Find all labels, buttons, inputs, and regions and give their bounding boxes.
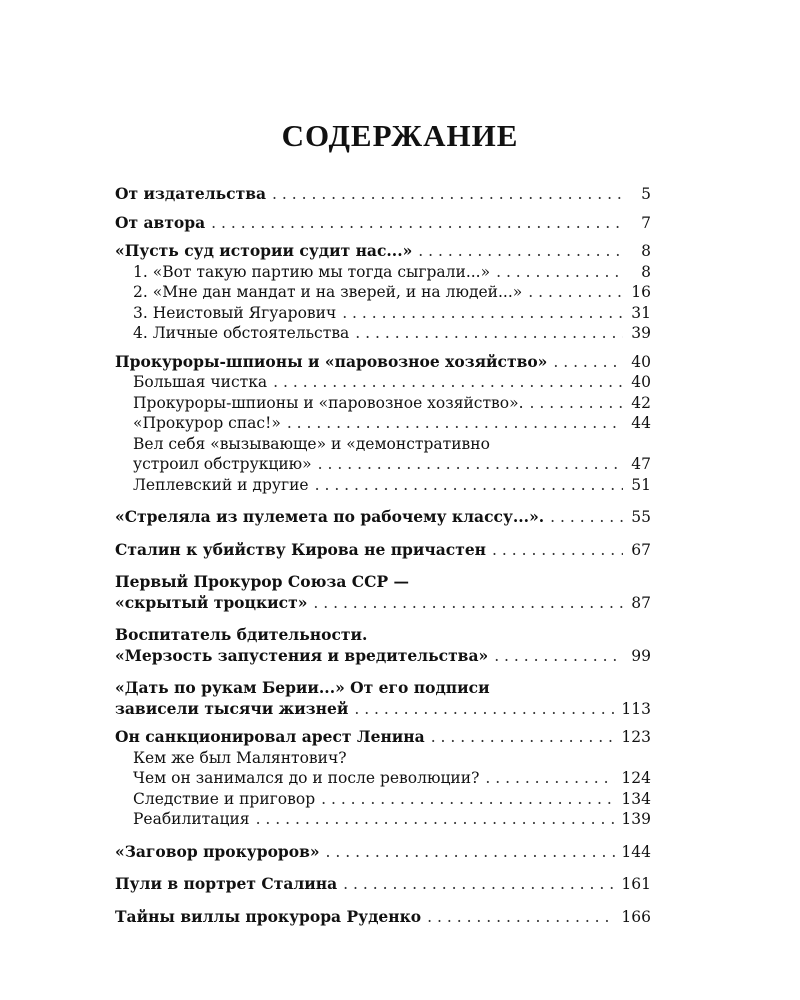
dot-leader <box>343 874 615 895</box>
toc-page-number: 124 <box>621 769 651 787</box>
toc-line <box>133 789 651 810</box>
toc-page-number: 51 <box>631 475 651 494</box>
toc-entry[interactable] <box>115 352 651 373</box>
toc-page-number: 39 <box>631 324 651 342</box>
dot-leader <box>528 282 623 303</box>
toc-page-number: 161 <box>621 875 651 893</box>
toc-line <box>115 646 651 667</box>
dot-leader <box>418 241 623 262</box>
toc-line <box>115 593 651 614</box>
toc-page-number: 8 <box>641 242 651 260</box>
toc-entry-title: От автора <box>115 212 206 232</box>
toc-entry-title: Большая чистка <box>133 373 268 391</box>
toc-entry[interactable] <box>115 842 651 863</box>
toc-entry-title: Кем же был Малянтович? <box>133 748 347 767</box>
dot-leader <box>355 323 623 344</box>
table-of-contents <box>115 184 651 927</box>
toc-entry[interactable] <box>115 303 651 324</box>
dot-leader <box>553 352 623 373</box>
toc-page-number: 16 <box>631 283 651 301</box>
toc-entry-title: Вел себя «вызывающе» и «демонстративно <box>133 434 490 453</box>
toc-entry-title: От издательства <box>115 184 267 203</box>
toc-entry-title: зависели тысячи жизней <box>115 698 349 718</box>
toc-page-number: 139 <box>621 810 651 828</box>
toc-page-number: 123 <box>621 728 651 746</box>
toc-entry-title: Сталин к убийству Кирова не причастен <box>115 539 487 559</box>
toc-line <box>133 809 651 830</box>
toc-entry[interactable] <box>115 907 651 928</box>
toc-line <box>115 540 651 561</box>
toc-line <box>115 699 651 720</box>
toc-page-number: 40 <box>631 352 651 371</box>
dot-leader <box>256 809 616 830</box>
toc-line <box>133 303 651 324</box>
toc-line <box>133 434 651 455</box>
page-title: СОДЕРЖАНИЕ <box>281 118 519 153</box>
toc-page-number: 40 <box>631 373 651 391</box>
toc-page-number: 8 <box>641 262 651 281</box>
dot-leader <box>550 507 623 528</box>
toc-entry-title: Леплевский и другие <box>133 475 309 494</box>
toc-page-number: 113 <box>621 699 651 718</box>
toc-line <box>115 241 651 262</box>
dot-leader <box>494 646 623 667</box>
toc-line <box>133 282 651 303</box>
toc-page-number: 166 <box>621 907 651 926</box>
toc-entry[interactable] <box>115 540 651 561</box>
toc-entry[interactable] <box>115 372 651 393</box>
toc-page-number: 44 <box>631 414 651 432</box>
toc-entry-title: Следствие и приговор <box>133 789 316 808</box>
toc-page-number: 47 <box>631 455 651 473</box>
toc-entry[interactable] <box>115 874 651 895</box>
toc-entry-title: «Пусть суд истории судит нас...» <box>115 241 413 260</box>
toc-line <box>115 874 651 895</box>
dot-leader <box>313 593 623 614</box>
toc-entry-title: 4. Личные обстоятельства <box>133 324 350 342</box>
toc-line <box>115 184 651 205</box>
toc-entry[interactable] <box>115 184 651 205</box>
toc-line <box>133 475 651 496</box>
toc-page-number: 42 <box>631 393 651 412</box>
toc-entry[interactable] <box>115 809 651 830</box>
toc-line <box>115 572 651 593</box>
toc-entry[interactable] <box>115 768 651 789</box>
dot-leader <box>211 213 623 234</box>
toc-page-number: 87 <box>631 593 651 612</box>
toc-entry-title: Он санкционировал арест Ленина <box>115 727 425 746</box>
dot-leader <box>496 262 623 283</box>
toc-entry[interactable] <box>115 727 651 748</box>
toc-page-number: 31 <box>631 303 651 322</box>
toc-entry-title: 3. Неистовый Ягуарович <box>133 303 337 322</box>
toc-entry-title: Первый Прокурор Союза ССР — <box>115 572 410 591</box>
dot-leader <box>273 372 623 393</box>
toc-entry[interactable] <box>115 323 651 344</box>
toc-line <box>115 352 651 373</box>
toc-line <box>115 625 651 646</box>
toc-page-number: 99 <box>631 646 651 665</box>
toc-line <box>115 842 651 863</box>
dot-leader <box>354 699 615 720</box>
toc-entry-title: Воспитатель бдительности. <box>115 625 368 644</box>
toc-line <box>115 727 651 748</box>
dot-leader <box>492 540 623 561</box>
toc-line <box>133 454 651 475</box>
toc-line <box>115 678 651 699</box>
toc-line <box>115 213 651 234</box>
toc-entry-title: Тайны виллы прокурора Руденко <box>115 906 422 926</box>
toc-line <box>115 507 651 528</box>
toc-entry-title: 1. «Вот такую партию мы тогда сыграли...» <box>133 262 491 281</box>
toc-entry-title: Пули в портрет Сталина <box>115 874 338 893</box>
toc-page-number: 7 <box>641 213 651 232</box>
toc-entry[interactable] <box>115 213 651 234</box>
toc-entry-title: «скрытый троцкист» <box>115 592 308 612</box>
dot-leader <box>321 789 615 810</box>
toc-entry[interactable] <box>115 393 651 414</box>
toc-entry-title: Прокуроры-шпионы и «паровозное хозяйство». <box>133 393 524 412</box>
dot-leader <box>272 184 623 205</box>
dot-leader <box>431 727 616 748</box>
dot-leader <box>485 768 615 789</box>
toc-entry[interactable] <box>115 507 651 528</box>
toc-entry-title: «Мерзость запустения и вредительства» <box>115 645 489 665</box>
toc-entry-title: «Дать по рукам Берии...» От его подписи <box>115 678 490 697</box>
toc-entry-title: Реабилитация <box>133 810 250 828</box>
toc-page-number: 144 <box>621 842 651 861</box>
toc-line <box>133 323 651 344</box>
dot-leader <box>318 454 623 475</box>
dot-leader <box>427 907 615 928</box>
toc-page-number: 134 <box>621 789 651 808</box>
toc-entry-title: «Прокурор спас!» <box>133 414 281 432</box>
toc-line <box>133 413 651 434</box>
dot-leader <box>287 413 623 434</box>
dot-leader <box>530 393 623 414</box>
toc-entry[interactable] <box>115 789 651 810</box>
toc-entry[interactable] <box>115 434 651 475</box>
toc-line <box>133 372 651 393</box>
toc-entry[interactable] <box>115 572 651 613</box>
toc-entry-title: «Стреляла из пулемета по рабочему классу...». <box>115 507 545 526</box>
toc-entry-title: «Заговор прокуроров» <box>115 841 320 861</box>
toc-page-number: 5 <box>641 185 651 203</box>
dot-leader <box>315 475 623 496</box>
toc-line <box>133 768 651 789</box>
toc-line <box>115 907 651 928</box>
toc-entry[interactable] <box>115 413 651 434</box>
toc-entry[interactable] <box>115 475 651 496</box>
toc-entry-title: 2. «Мне дан мандат и на зверей, и на людей...» <box>133 283 523 301</box>
toc-page-number: 67 <box>631 540 651 559</box>
toc-entry[interactable] <box>115 748 651 769</box>
toc-line <box>133 748 651 769</box>
toc-entry-title: Чем он занимался до и после революции? <box>133 769 480 787</box>
toc-entry-title: устроил обструкцию» <box>133 455 312 473</box>
toc-entry[interactable] <box>115 241 651 262</box>
toc-entry-title: Прокуроры-шпионы и «паровозное хозяйство» <box>115 351 548 371</box>
dot-leader <box>326 842 616 863</box>
toc-entry[interactable] <box>115 262 651 283</box>
toc-page-number: 55 <box>631 508 651 526</box>
toc-line <box>133 262 651 283</box>
toc-line <box>133 393 651 414</box>
toc-entry[interactable] <box>115 282 651 303</box>
toc-entry[interactable] <box>115 625 651 666</box>
toc-entry[interactable] <box>115 678 651 719</box>
dot-leader <box>342 303 623 324</box>
